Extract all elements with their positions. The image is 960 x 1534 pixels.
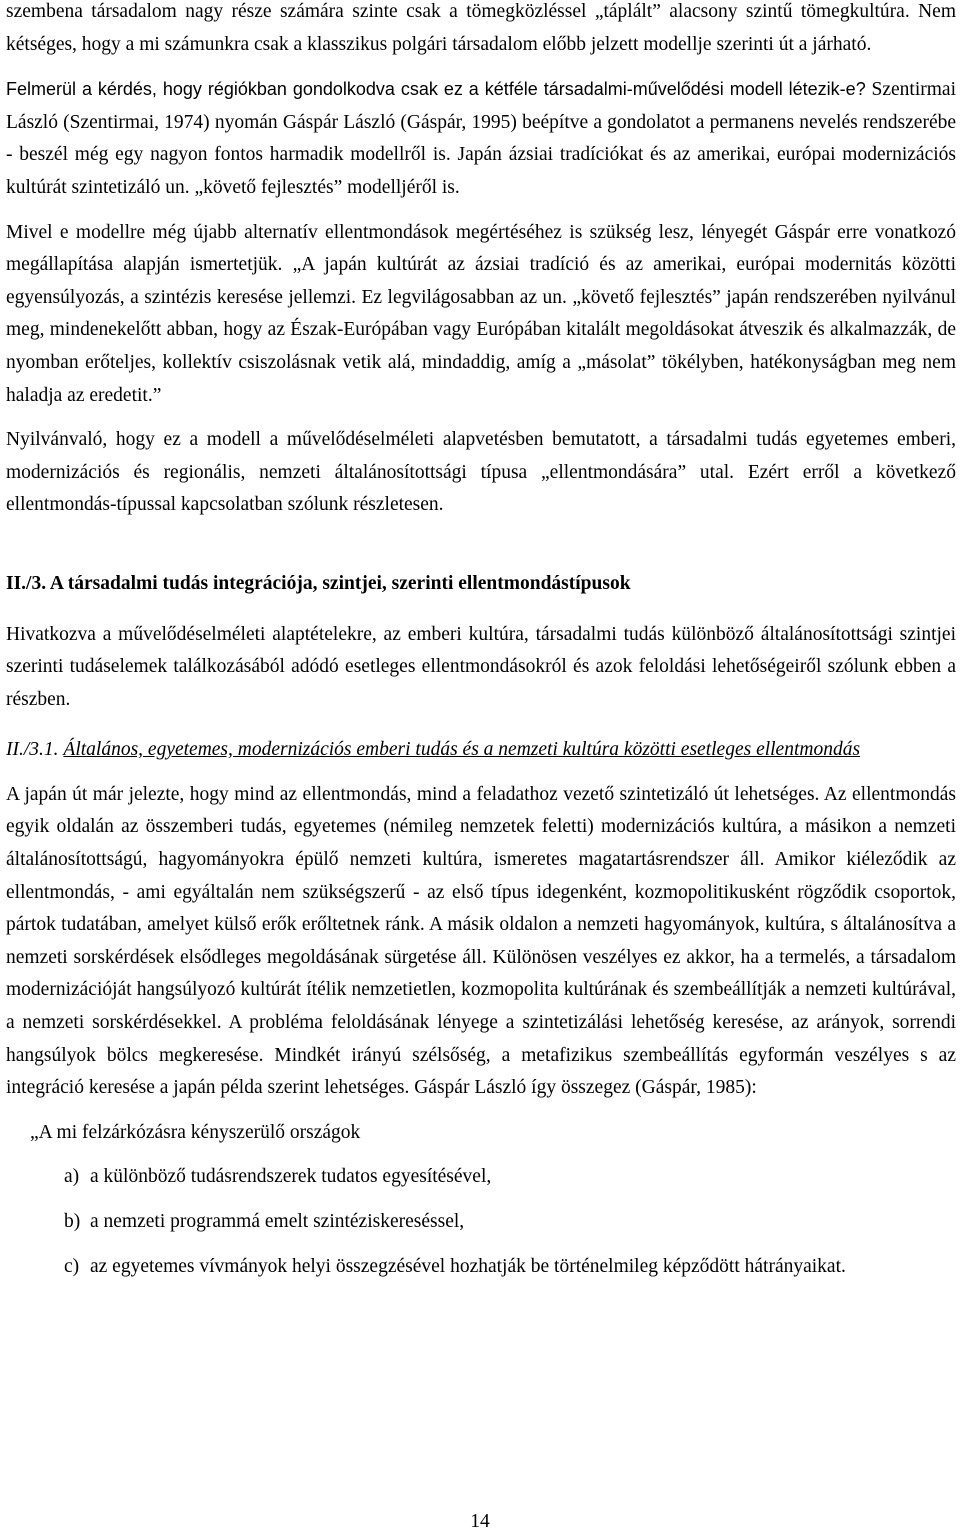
document-page — [6, 0, 956, 1283]
paragraph-6: A japán út már jelezte, hogy mind az ellentmondás, mind a feladathoz vezető szintetizáló út lehetséges. Az ellentmondás egyik oldalán az összemberi tudás, egyetemes (némileg nemzetek feletti) modernizációs kultúra, a másikon a nemzeti általánosítottságú, hagyományokra épülő nemzeti kultúra, ismeretes magatartásrendszer áll. Amikor kiéleződik az ellentmondás, - ami egyáltalán nem szükségszerű - az első típus idegenként, kozmopolitikusként rögződik csoportok, pártok tudatában, amelyet külső erők erőltetnek ránk. A másik oldalon a nemzeti hagyományok, kultúra, s általánosítva a nemzeti sorskérdések elsődleges megoldásának sürgetése áll. Különösen veszélyes ez akkor, ha a termelés, a társadalom modernizációját hangsúlyozó kultúrát ítélik nemzetietlen, kozmopolita kultúrának és szembeállítják a nemzeti kultúrával, a nemzeti sorskérdésekkel. A probléma feloldásának lényege a szintetizálási lehetőség keresése, az arányok, sorrendi hangsúlyok bölcs megkeresése. Mindkét irányú szélsőség, a metafizikus szembeállítás egyformán veszélyes s az integráció keresése a japán példa szerint lehetséges. Gáspár László így összegez (Gáspár, 1985): — [6, 783, 956, 1099]
subsection-number: II./3.1. — [6, 739, 59, 761]
quote-item-b — [6, 1206, 956, 1239]
page-number: 14 — [470, 1511, 490, 1532]
paragraph-2-serif-run: Szentirmai László (Szentirmai, 1974) nyomán Gáspár László (Gáspár, 1995) beépítve a gondolatot a permanens nevelés rendszerébe - beszél még egy nagyon fontos harmadik modellről is. Japán ázsiai tradíciókat és az amerikai, európai modernizációs kultúrát szintetizáló un. „követő fejlesztés” modelljéről is. — [6, 79, 956, 198]
paragraph-5: Hivatkozva a művelődéselméleti alaptételekre, az emberi kultúra, társadalmi tudás különböző általánosítottsági szintjei szerinti tudáselemek találkozásából adódó esetleges ellentmondásokról és azok feloldási lehetőségeiről szólunk ebben a részben. — [6, 623, 956, 710]
paragraph-2 — [6, 73, 956, 204]
quote-item-c-text: az egyetemes vívmányok helyi összegzésével hozhatják be történelmileg képződött hátrányaikat. — [90, 1255, 846, 1277]
quote-item-b-label: b) — [64, 1211, 81, 1232]
subsection-heading — [6, 734, 956, 767]
section-heading: II./3. A társadalmi tudás integrációja, szintjei, szerinti ellentmondástípusok — [6, 572, 631, 594]
paragraph-1: szembena társadalom nagy része számára szinte csak a tömegközléssel „táplált” alacsony szintű tömegkultúra. Nem kétséges, hogy a mi számunkra csak a klasszikus polgári társadalom előbb jelzett modellje szerinti út a járható. — [6, 1, 956, 55]
quote-item-a-text: a különböző tudásrendszerek tudatos egyesítésével, — [90, 1166, 492, 1188]
quote-item-a-label: a) — [64, 1166, 80, 1188]
quote-item-c-label: c) — [64, 1255, 80, 1277]
paragraph-4: Nyilvánvaló, hogy ez a modell a művelődéselméleti alapvetésben bemutatott, a társadalmi tudás egyetemes emberi, modernizációs és regionális, nemzeti általánosítottsági típusa „ellentmondására” utal. Ezért erről a következő ellentmondás-típussal kapcsolatban szólunk részletesen. — [6, 429, 956, 516]
quote-item-b-text: a nemzeti programmá emelt szintéziskereséssel, — [90, 1211, 465, 1232]
subsection-title: Általános, egyetemes, modernizációs emberi tudás és a nemzeti kultúra közötti esetleges ellentmondás — [63, 739, 861, 761]
quote-item-a — [6, 1161, 956, 1194]
quote-item-c — [6, 1251, 956, 1284]
paragraph-2-sans-run: Felmerül a kérdés, hogy régiókban gondolkodva csak ez a kétféle társadalmi-művelődési modell létezik-e? — [6, 79, 866, 100]
quote-lead: „A mi felzárkózásra kényszerülő országok — [30, 1121, 361, 1143]
paragraph-3: Mivel e modellre még újabb alternatív ellentmondások megértéséhez is szükség lesz, lényegét Gáspár erre vonatkozó megállapítása alapján ismertetjük. „A japán kultúrát az ázsiai tradíció és az amerikai, európai modernitás közötti egyensúlyozás, a szintézis keresése jellemzi. Ez legvilágosabban az un. „követő fejlesztés” japán rendszerében nyilvánul meg, mindenekelőtt abban, hogy az Észak-Európában vagy Európában kitalált megoldásokat átveszik és alkalmazzák, de nyomban erőteljes, kollektív csiszolásnak vetik alá, mindaddig, amíg a „másolat” tökélyben, hatékonyságban meg nem haladja az eredetit.” — [6, 221, 956, 406]
